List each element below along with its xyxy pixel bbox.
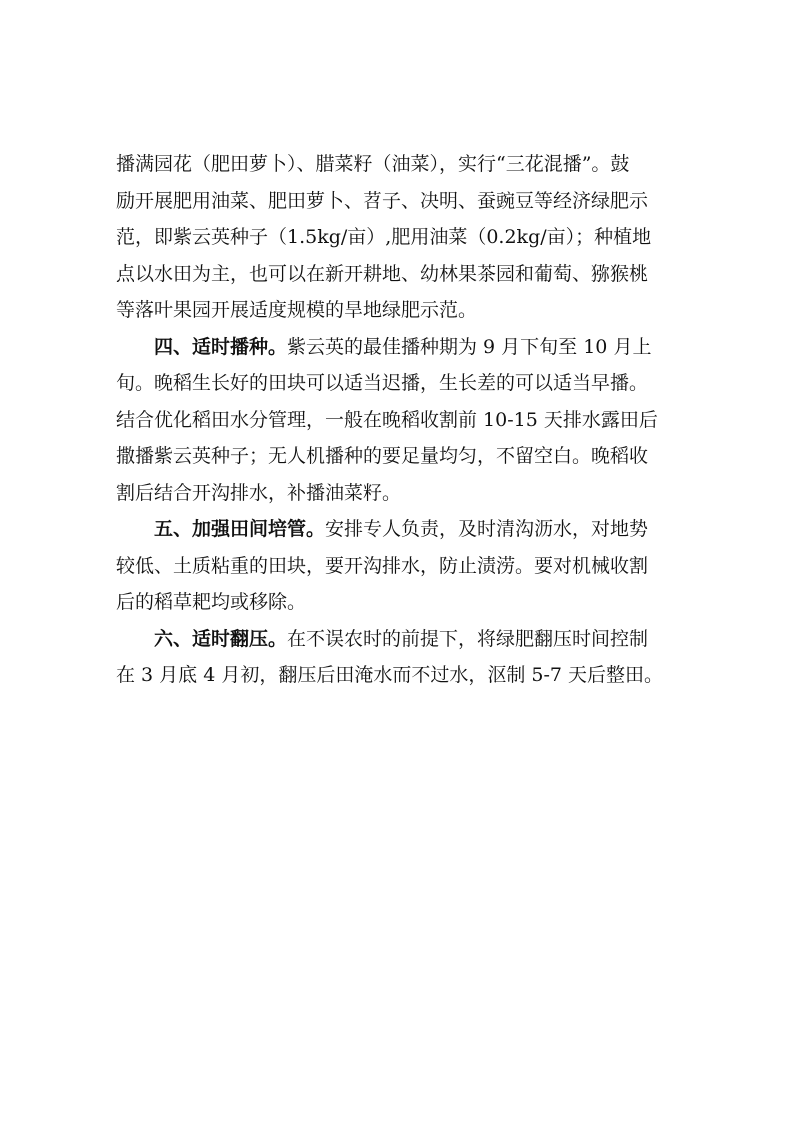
text-line [116,621,691,658]
text-line: 割后结合开沟排水，补播油菜籽。 [116,481,402,504]
section-text: 在不误农时的前提下，将绿肥翻压时间控制 [287,627,649,650]
section-text: 安排专人负责，及时清沟沥水，对地势 [325,518,649,540]
text-line [116,329,691,366]
text-line: 结合优化稻田水分管理，一般在晚稻收割前 10-15 天排水露田后 [116,408,658,431]
section-timely-sowing [116,329,691,512]
section-text: 紫云英的最佳播种期为 9 月下旬至 10 月上 [287,335,652,358]
document-body [116,146,691,694]
text-line: 旬。晚稻生长好的田块可以适当迟播，生长差的可以适当早播。 [116,372,649,394]
section-heading: 四、适时播种。 [154,335,288,358]
section-heading: 五、加强田间培管。 [154,518,326,540]
text-line: 励开展肥用油菜、肥田萝卜、苕子、决明、蚕豌豆等经济绿肥示 [116,189,649,212]
text-line: 点以水田为主，也可以在新开耕地、幼林果茶园和葡萄、猕猴桃 [116,262,649,285]
text-line: 撒播紫云英种子；无人机播种的要足量均匀，不留空白。晚稻收 [116,445,649,467]
text-line: 等落叶果园开展适度规模的旱地绿肥示范。 [116,299,478,321]
section-field-management [116,511,691,621]
text-line: 后的稻草耙均或移除。 [116,591,307,613]
text-line: 较低、土质粘重的田块，要开沟排水，防止渍涝。要对机械收割 [116,554,649,577]
text-line: 范，即紫云英种子（1.5kg/亩）,肥用油菜（0.2kg/亩）；种植地 [116,226,652,248]
text-line: 在 3 月底 4 月初，翻压后田淹水而不过水，沤制 5-7 天后整田。 [116,664,664,686]
section-timely-plowing [116,621,691,694]
text-line: 播满园花（肥田萝卜）、腊菜籽（油菜），实行“三花混播”。鼓 [116,153,630,175]
text-line [116,511,691,548]
paragraph-green-manure-demo [116,146,691,329]
section-heading: 六、适时翻压。 [154,627,288,650]
